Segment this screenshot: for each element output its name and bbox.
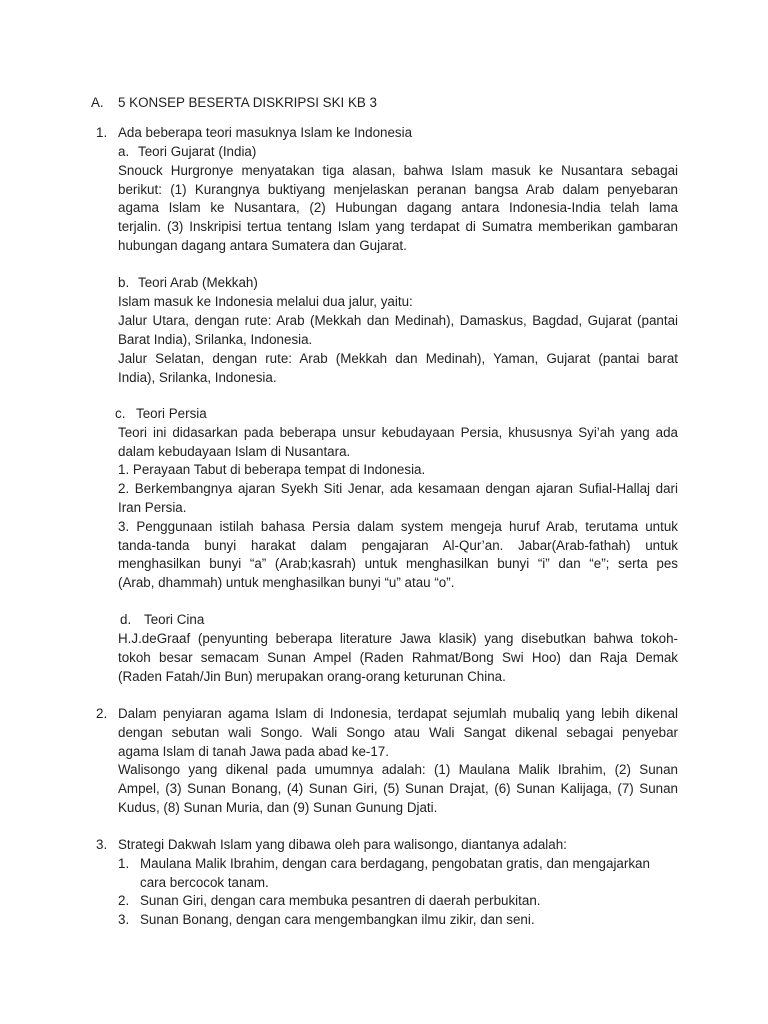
item1a-title: Teori Gujarat (India) <box>138 144 257 159</box>
item3-title: Strategi Dakwah Islam yang dibawa oleh para walisongo, diantanya adalah: <box>118 837 567 852</box>
item1c-line: Iran Persia. <box>118 500 187 515</box>
item1b-line: Jalur Utara, dengan rute: Arab (Mekkah dan Medinah), Damaskus, Bagdad, Gujarat (pantai <box>118 313 678 328</box>
item1d-title: Teori Cina <box>144 612 205 627</box>
item1c-marker: c. <box>115 406 126 421</box>
item1-title: Ada beberapa teori masuknya Islam ke Indonesia <box>118 125 413 140</box>
item1b-marker: b. <box>118 275 130 290</box>
item1c-line: tanda-tanda bunyi harakat dalam pengajaran Al-Qur’an. Jabar(Arab-fathah) untuk <box>118 538 678 553</box>
item2-line: Dalam penyiaran agama Islam di Indonesia, terdapat sejumlah mubaliq yang lebih dikenal <box>118 706 678 721</box>
item1c-line: Teori ini didasarkan pada beberapa unsur kebudayaan Persia, khususnya Syi’ah yang ada <box>118 425 678 440</box>
item1a-line: terjalin. (3) Inskripisi tertua tentang Islam yang terdapat di Sumatra memberikan gambaran <box>118 219 678 234</box>
item2-line: Ampel, (3) Sunan Bonang, (4) Sunan Giri, (5) Sunan Drajat, (6) Sunan Kalijaga, (7) Sunan <box>118 781 678 796</box>
item1c-line: 2. Berkembangnya ajaran Syekh Siti Jenar, ada kesamaan dengan ajaran Sufial-Hallaj dari <box>118 481 678 496</box>
item1c-line: dalam kebudayaan Islam di Nusantara. <box>118 444 351 459</box>
item1a-marker: a. <box>118 144 130 159</box>
item1d-line: (Raden Fatah/Jin Bun) merupakan orang-orang keturunan China. <box>118 669 506 684</box>
item3-sub-line: Maulana Malik Ibrahim, dengan cara berdagang, pengobatan gratis, dan mengajarkan <box>140 856 650 871</box>
item1b-line: Barat India), Srilanka, Indonesia. <box>118 332 313 347</box>
item1a-line: agama Islam ke Nusantara, (2) Hubungan dagang antara Indonesia-India telah lama <box>118 200 678 215</box>
item2-line: dengan sebutan wali Songo. Wali Songo atau Wali Sangat dikenal sebagai penyebar <box>118 725 678 740</box>
item1c-line: 1. Perayaan Tabut di beberapa tempat di Indonesia. <box>118 462 426 477</box>
item1d-marker: d. <box>120 612 132 627</box>
item3-sub-line: Sunan Bonang, dengan cara mengembangkan ilmu zikir, dan seni. <box>140 912 535 927</box>
item3-sub-number: 3. <box>118 912 130 927</box>
item2-line: Walisongo yang dikenal pada umumnya adalah: (1) Maulana Malik Ibrahim, (2) Sunan <box>118 762 678 777</box>
item1b-line: Islam masuk ke Indonesia melalui dua jalur, yaitu: <box>118 294 413 309</box>
item1d-line: tokoh besar semacam Sunan Ampel (Raden Rahmat/Bong Swi Hoo) dan Raja Demak <box>118 650 678 665</box>
item3-sub-line: cara bercocok tanam. <box>140 875 269 890</box>
item1c-line: 3. Penggunaan istilah bahasa Persia dalam system mengeja huruf Arab, terutama untuk <box>118 519 678 534</box>
item2-line: agama Islam di tanah Jawa pada abad ke-17. <box>118 744 389 759</box>
item1c-title: Teori Persia <box>136 406 207 421</box>
item1d-line: H.J.deGraaf (penyunting beberapa literature Jawa klasik) yang disebutkan bahwa tokoh- <box>118 631 678 646</box>
item3-number: 3. <box>96 837 108 852</box>
item1a-line: hubungan dagang antara Sumatera dan Gujarat. <box>118 238 407 253</box>
item1b-line: India), Srilanka, Indonesia. <box>118 370 277 385</box>
item3-sub-line: Sunan Giri, dengan cara membuka pesantren di daerah perbukitan. <box>140 893 541 908</box>
item2-number: 2. <box>96 706 108 721</box>
item1c-line: menghasilkan bunyi “a” (Arab;kasrah) untuk menghasilkan bunyi “i” dan “e”; serta pes <box>118 556 678 571</box>
item1b-title: Teori Arab (Mekkah) <box>138 275 258 290</box>
item1c-line: (Arab, dhammah) untuk menghasilkan bunyi “u” atau “o”. <box>118 575 455 590</box>
item3-sub-number: 2. <box>118 893 130 908</box>
item2-line: Kudus, (8) Sunan Muria, dan (9) Sunan Gunung Djati. <box>118 800 438 815</box>
heading-marker: A. <box>91 95 104 110</box>
item1-number: 1. <box>96 125 108 140</box>
item1a-line: berikut: (1) Kurangnya buktiyang menjelaskan peranan bangsa Arab dalam penyebaran <box>118 182 678 197</box>
item1b-line: Jalur Selatan, dengan rute: Arab (Mekkah dan Medinah), Yaman, Gujarat (pantai barat <box>118 351 678 366</box>
heading-title: 5 KONSEP BESERTA DISKRIPSI SKI KB 3 <box>118 95 377 110</box>
item3-sub-number: 1. <box>118 856 130 871</box>
item1a-line: Snouck Hurgronye menyatakan tiga alasan, bahwa Islam masuk ke Nusantara sebagai <box>118 163 678 178</box>
